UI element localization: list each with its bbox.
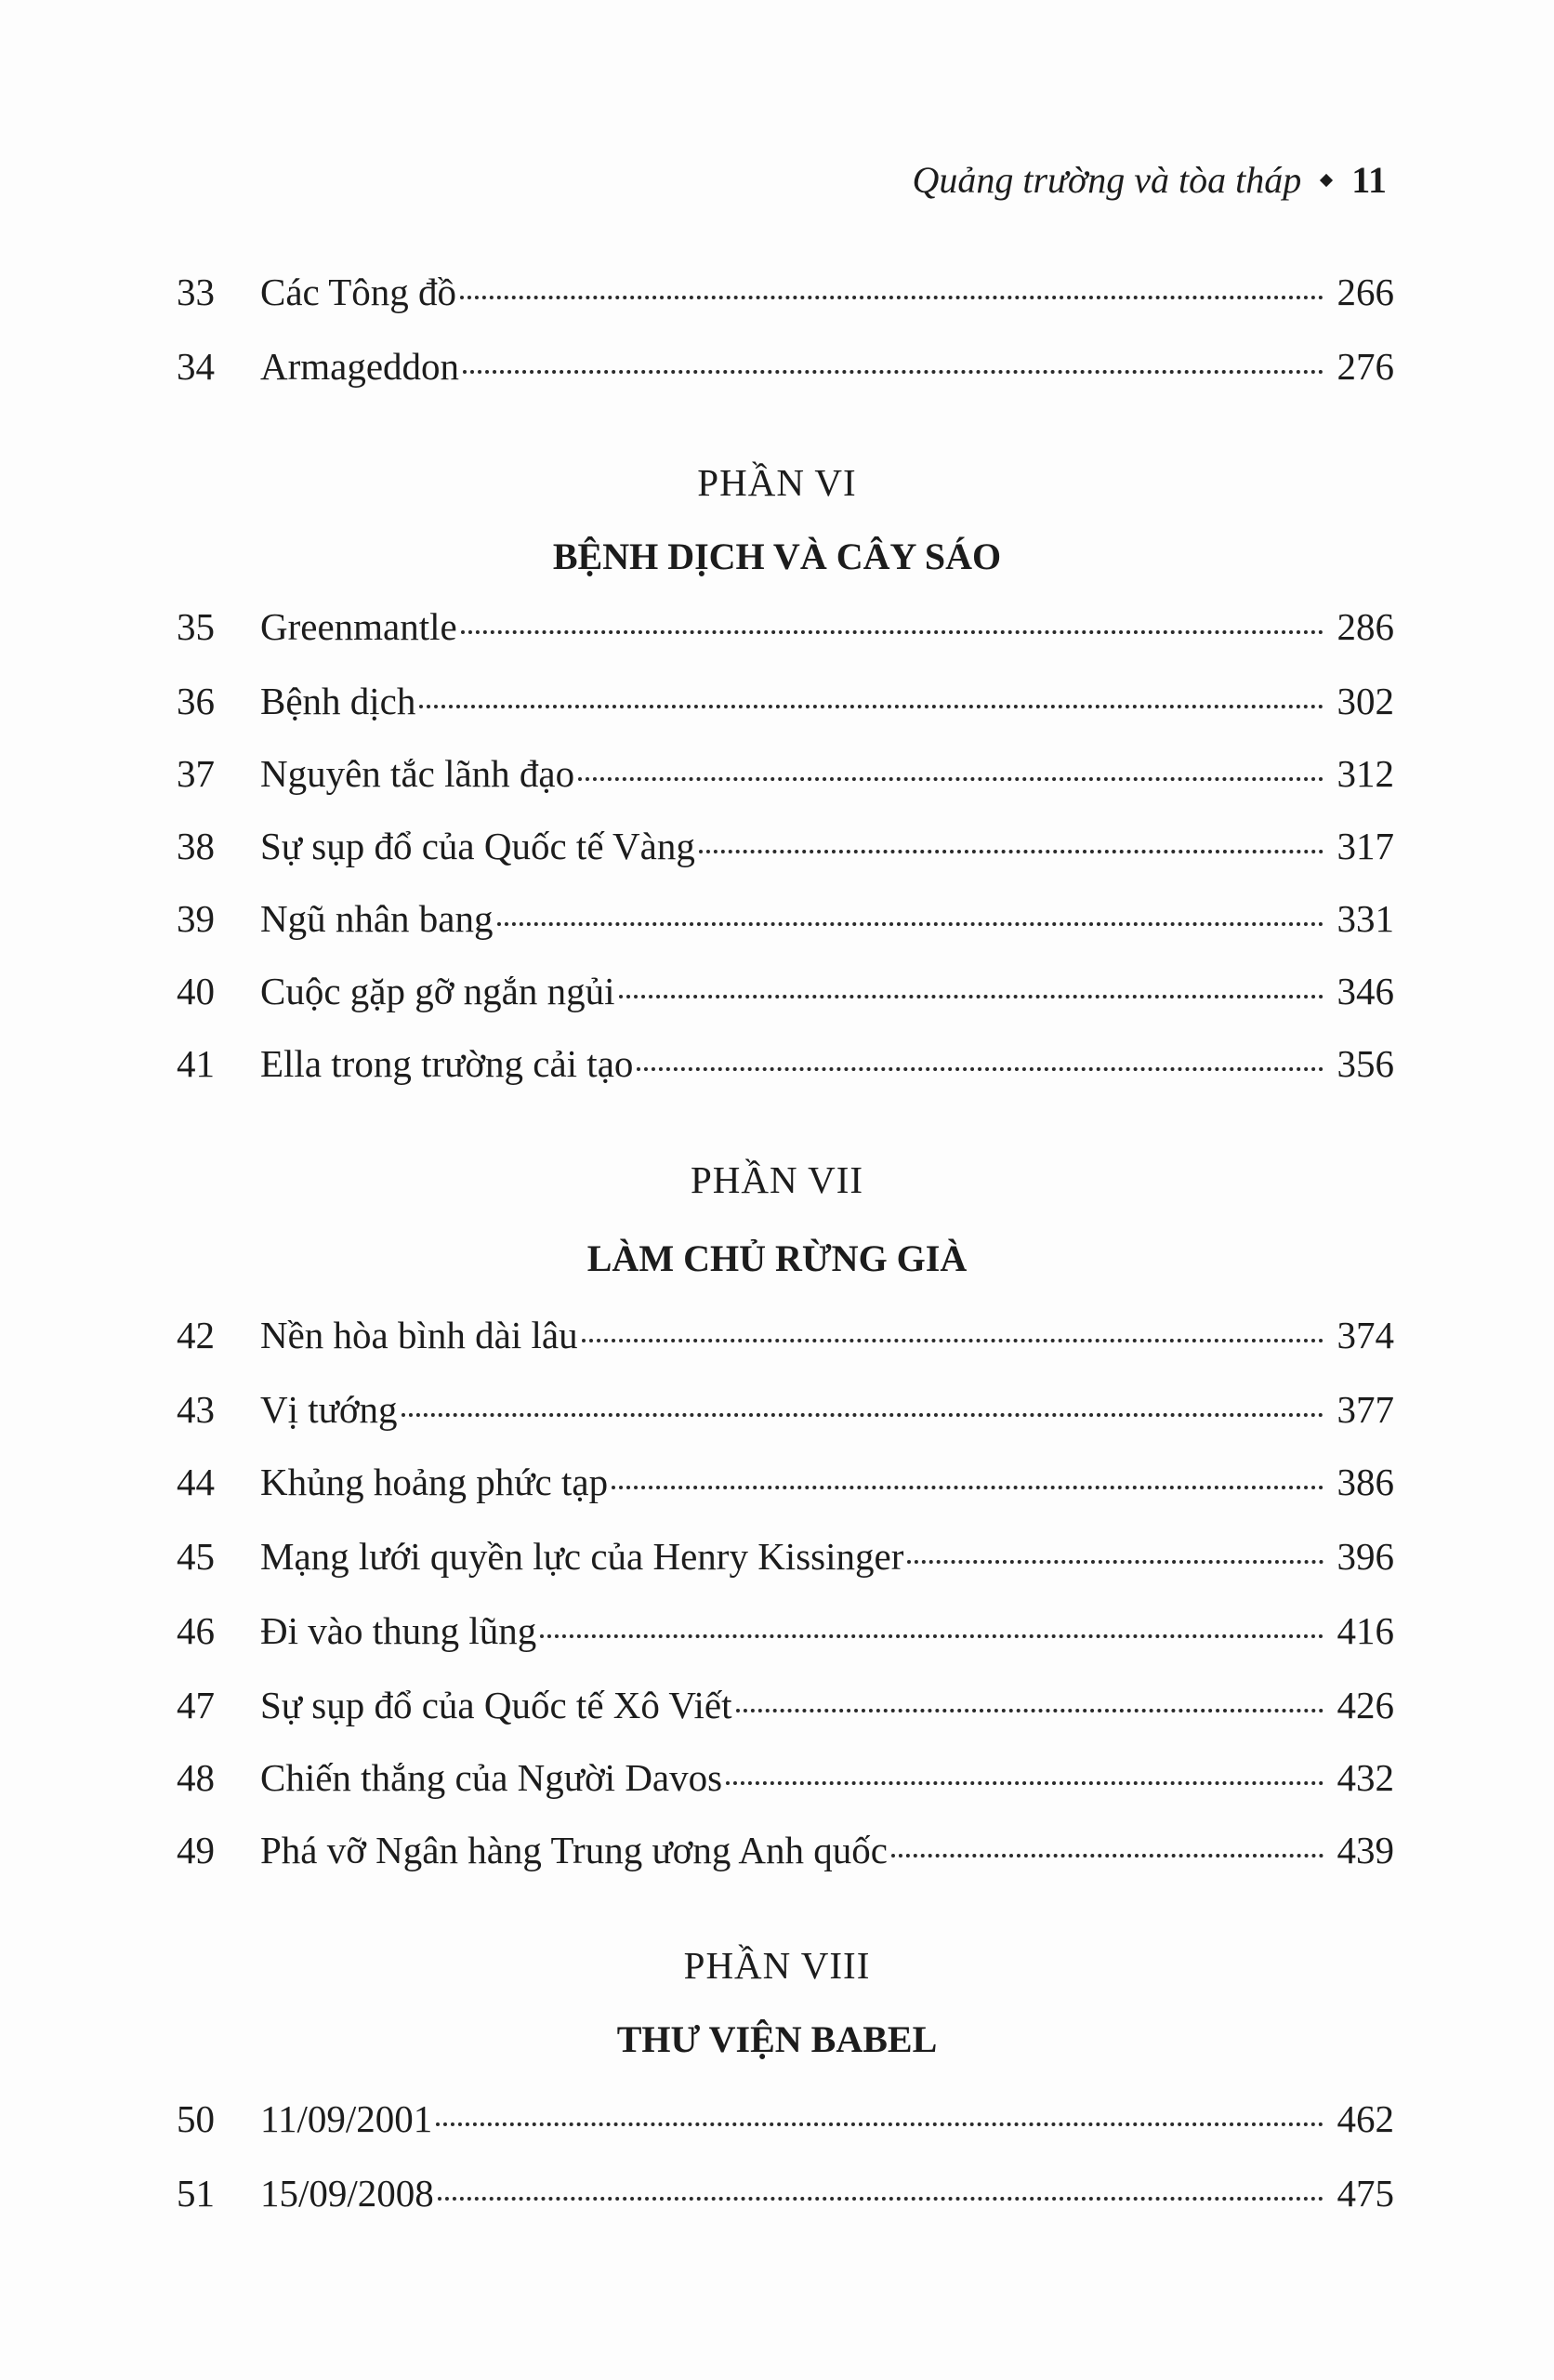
toc-entry — [177, 1534, 1394, 1590]
entry-number: 41 — [177, 1042, 215, 1085]
dot-leader — [497, 922, 1324, 926]
entry-title: Ngũ nhân bang — [260, 897, 494, 940]
entry-page: 386 — [1337, 1461, 1394, 1503]
dot-leader — [699, 850, 1324, 853]
entry-page: 302 — [1337, 680, 1394, 722]
toc-entry — [177, 344, 1394, 400]
entry-number: 42 — [177, 1314, 215, 1356]
entry-page: 462 — [1337, 2097, 1394, 2140]
entry-number: 43 — [177, 1388, 215, 1431]
entry-number: 40 — [177, 970, 215, 1012]
dot-leader — [436, 2122, 1324, 2126]
entry-title: Đi vào thung lũng — [260, 1609, 537, 1652]
dot-leader — [726, 1781, 1324, 1785]
toc-entry — [177, 1608, 1394, 1664]
entry-page: 377 — [1337, 1388, 1394, 1431]
dot-leader — [619, 995, 1324, 998]
dot-leader — [578, 777, 1324, 781]
entry-number: 38 — [177, 825, 215, 867]
part-title: BỆNH DỊCH VÀ CÂY SÁO — [552, 536, 1002, 577]
entry-title: Chiến thắng của Người Davos — [260, 1756, 723, 1799]
entry-title: Cuộc gặp gỡ ngắn ngủi — [260, 970, 615, 1012]
entry-number: 51 — [177, 2172, 215, 2215]
dot-leader — [419, 705, 1324, 708]
toc-entry — [177, 969, 1394, 1025]
part-label: PHẦN VII — [690, 1158, 864, 1201]
entry-page: 416 — [1337, 1609, 1394, 1652]
toc-entry — [177, 604, 1394, 660]
dot-leader — [438, 2197, 1324, 2201]
toc-entry — [177, 270, 1394, 325]
toc-entry — [177, 1460, 1394, 1515]
toc-entry — [177, 1313, 1394, 1368]
toc-entry — [177, 1683, 1394, 1739]
dot-leader — [612, 1486, 1324, 1489]
toc-entry — [177, 751, 1394, 807]
entry-title: Sự sụp đổ của Quốc tế Xô Viết — [260, 1684, 732, 1726]
dot-leader — [402, 1413, 1324, 1417]
entry-title: Ella trong trường cải tạo — [260, 1042, 634, 1085]
entry-number: 35 — [177, 605, 215, 648]
entry-number: 49 — [177, 1829, 215, 1871]
toc-entry — [177, 679, 1394, 734]
entry-page: 374 — [1337, 1314, 1394, 1356]
running-header — [912, 158, 1387, 202]
entry-title: Phá vỡ Ngân hàng Trung ương Anh quốc — [260, 1829, 888, 1871]
toc-entry — [177, 1041, 1394, 1097]
entry-page: 426 — [1337, 1684, 1394, 1726]
toc-entry — [177, 1755, 1394, 1811]
toc-entry — [177, 1387, 1394, 1443]
entry-page: 312 — [1337, 752, 1394, 795]
entry-number: 37 — [177, 752, 215, 795]
entry-page: 432 — [1337, 1756, 1394, 1799]
entry-page: 276 — [1337, 345, 1394, 388]
toc-entry — [177, 2171, 1394, 2227]
dot-leader — [582, 1339, 1324, 1342]
entry-title: 15/09/2008 — [260, 2172, 434, 2215]
entry-page: 346 — [1337, 970, 1394, 1012]
entry-number: 34 — [177, 345, 215, 388]
entry-title: Vị tướng — [260, 1388, 398, 1431]
toc-entry — [177, 1828, 1394, 1884]
entry-page: 331 — [1337, 897, 1394, 940]
entry-number: 36 — [177, 680, 215, 722]
diamond-icon — [1320, 174, 1333, 187]
dot-leader — [460, 296, 1324, 299]
entry-page: 266 — [1337, 271, 1394, 313]
entry-title: Nền hòa bình dài lâu — [260, 1314, 578, 1356]
dot-leader — [907, 1560, 1324, 1564]
entry-number: 48 — [177, 1756, 215, 1799]
toc-entry — [177, 896, 1394, 952]
entry-number: 46 — [177, 1609, 215, 1652]
entry-title: Các Tông đồ — [260, 271, 457, 313]
dot-leader — [637, 1067, 1324, 1071]
dot-leader — [736, 1709, 1324, 1712]
entry-page: 356 — [1337, 1042, 1394, 1085]
entry-title: Mạng lưới quyền lực của Henry Kissinger — [260, 1535, 904, 1578]
part-title: THƯ VIỆN BABEL — [616, 2018, 938, 2060]
entry-page: 317 — [1337, 825, 1394, 867]
entry-title: Armageddon — [260, 345, 460, 388]
running-title: Quảng trường và tòa tháp — [912, 159, 1302, 201]
dot-leader — [891, 1854, 1324, 1858]
dot-leader — [463, 370, 1324, 374]
toc-entry — [177, 2096, 1394, 2152]
entry-number: 47 — [177, 1684, 215, 1726]
part-title: LÀM CHỦ RỪNG GIÀ — [586, 1237, 968, 1279]
page-number: 11 — [1351, 159, 1387, 201]
entry-title: 11/09/2001 — [260, 2097, 433, 2140]
entry-page: 475 — [1337, 2172, 1394, 2215]
entry-title: Sự sụp đổ của Quốc tế Vàng — [260, 825, 695, 867]
entry-page: 286 — [1337, 605, 1394, 648]
toc-entry — [177, 824, 1394, 879]
dot-leader — [540, 1634, 1324, 1638]
entry-title: Greenmantle — [260, 605, 457, 648]
dot-leader — [461, 630, 1324, 634]
entry-number: 50 — [177, 2097, 215, 2140]
part-label: PHẦN VIII — [683, 1944, 871, 1987]
entry-number: 45 — [177, 1535, 215, 1578]
entry-title: Bệnh dịch — [260, 680, 416, 722]
entry-title: Nguyên tắc lãnh đạo — [260, 752, 575, 795]
part-label: PHẦN VI — [697, 461, 857, 504]
entry-number: 33 — [177, 271, 215, 313]
entry-title: Khủng hoảng phức tạp — [260, 1461, 609, 1503]
entry-number: 44 — [177, 1461, 215, 1503]
entry-page: 439 — [1337, 1829, 1394, 1871]
entry-number: 39 — [177, 897, 215, 940]
entry-page: 396 — [1337, 1535, 1394, 1578]
